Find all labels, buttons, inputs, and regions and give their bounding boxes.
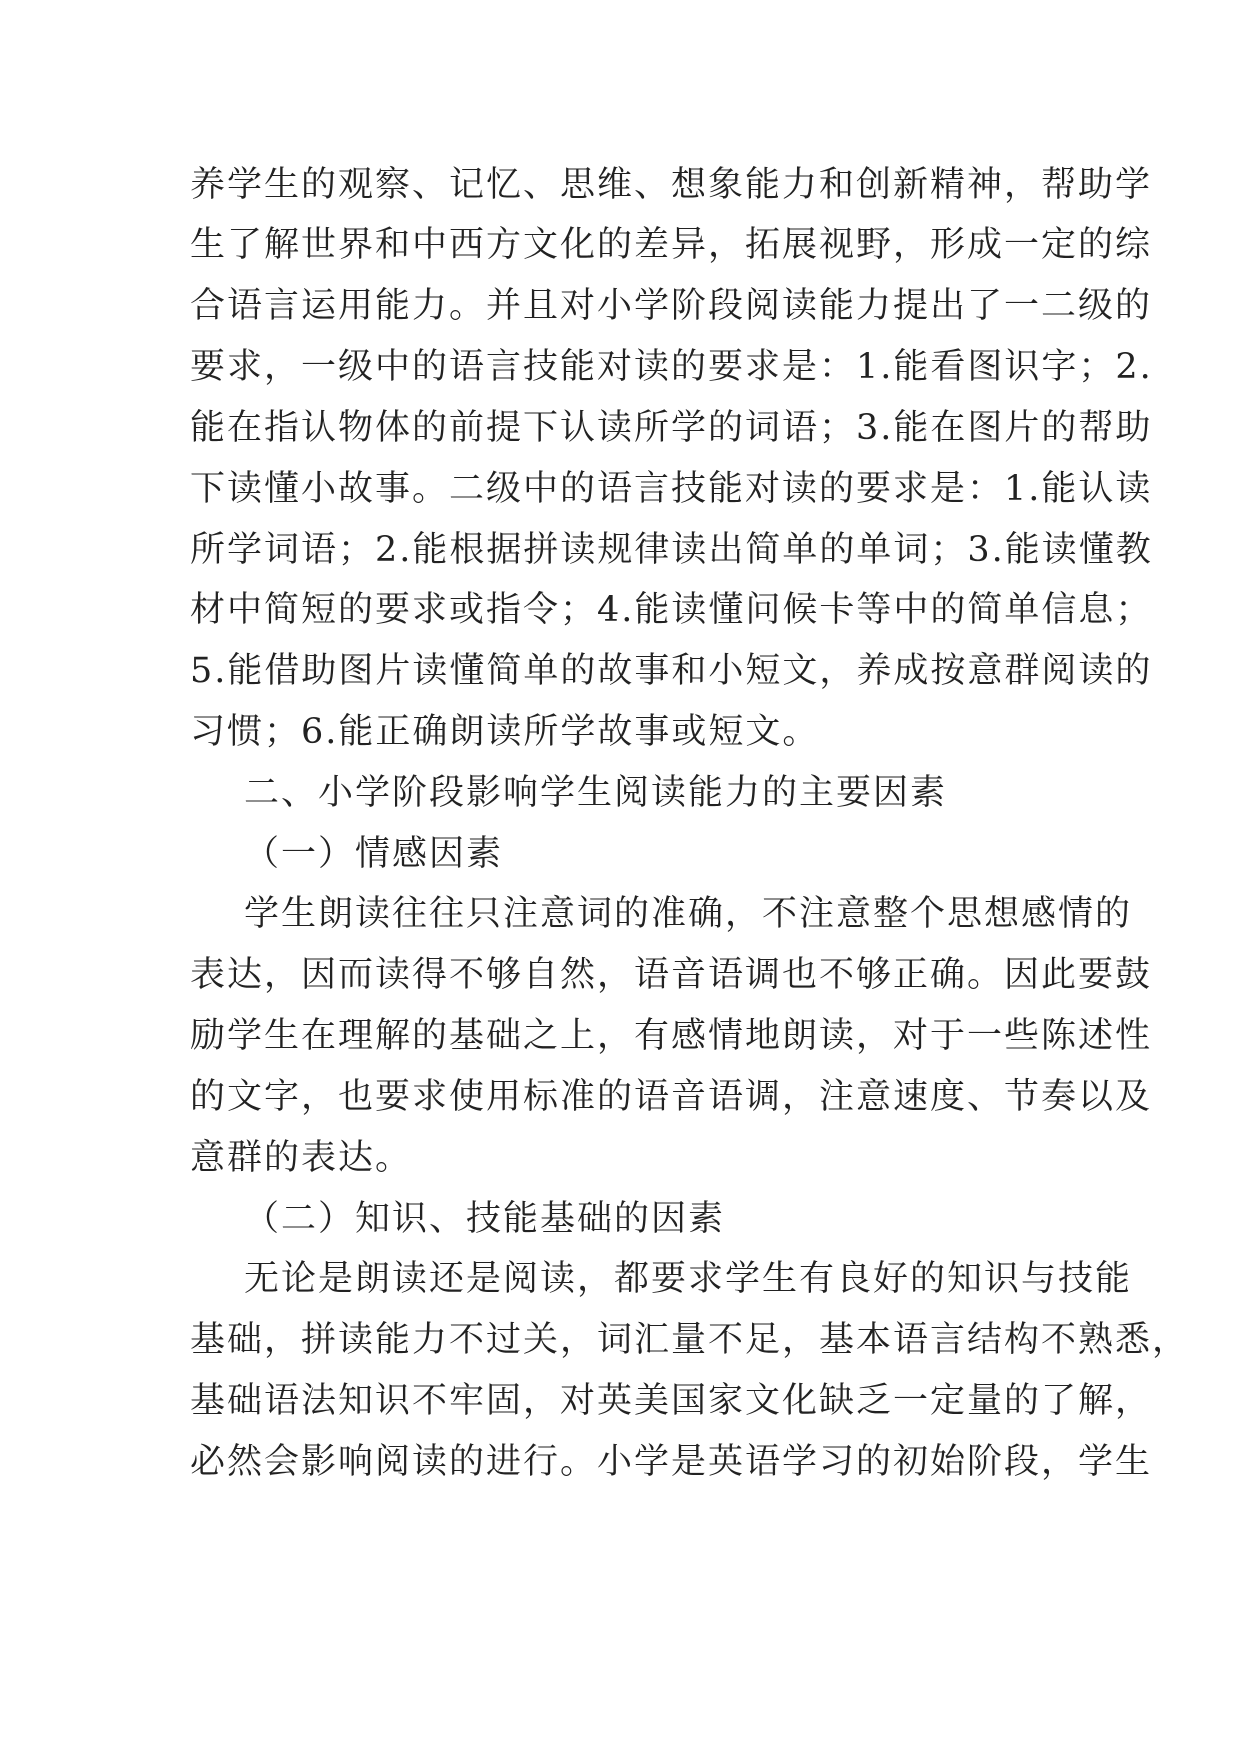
text-line: 表达，因而读得不够自然，语音语调也不够正确。因此要鼓	[190, 955, 1153, 995]
text-line: 养学生的观察、记忆、思维、想象能力和创新精神，帮助学	[190, 165, 1153, 205]
text-line: 励学生在理解的基础之上，有感情地朗读，对于一些陈述性	[190, 1016, 1153, 1056]
text-line: 要求，一级中的语言技能对读的要求是：1.能看图识字；2.	[190, 347, 1153, 387]
text-line: 能在指认物体的前提下认读所学的词语；3.能在图片的帮助	[190, 408, 1153, 448]
text-line: 基础语法知识不牢固，对英美国家文化缺乏一定量的了解，	[190, 1381, 1153, 1421]
text-line: 所学词语；2.能根据拼读规律读出简单的单词；3.能读懂教	[190, 530, 1153, 570]
section-heading: 二、小学阶段影响学生阅读能力的主要因素	[244, 773, 948, 813]
text-line: 下读懂小故事。二级中的语言技能对读的要求是：1.能认读	[190, 469, 1153, 509]
subsection-heading: （一）情感因素	[244, 834, 504, 874]
text-line: 必然会影响阅读的进行。小学是英语学习的初始阶段，学生	[190, 1442, 1153, 1482]
text-line: 的文字，也要求使用标准的语音语调，注意速度、节奏以及	[190, 1077, 1153, 1117]
subsection-heading: （二）知识、技能基础的因素	[244, 1199, 726, 1239]
paragraph-first-line: 学生朗读往往只注意词的准确，不注意整个思想感情的	[244, 894, 1133, 934]
text-line: 材中简短的要求或指令；4.能读懂问候卡等中的简单信息；	[190, 590, 1153, 630]
text-line: 习惯；6.能正确朗读所学故事或短文。	[190, 712, 820, 752]
text-line: 合语言运用能力。并且对小学阶段阅读能力提出了一二级的	[190, 286, 1153, 326]
text-line: 生了解世界和中西方文化的差异，拓展视野，形成一定的综	[190, 225, 1153, 265]
paragraph-first-line: 无论是朗读还是阅读，都要求学生有良好的知识与技能	[244, 1259, 1133, 1299]
text-line: 意群的表达。	[190, 1138, 413, 1178]
text-line: 基础，拼读能力不过关，词汇量不足，基本语言结构不熟悉，	[190, 1320, 1190, 1360]
text-line: 5.能借助图片读懂简单的故事和小短文，养成按意群阅读的	[190, 651, 1153, 691]
